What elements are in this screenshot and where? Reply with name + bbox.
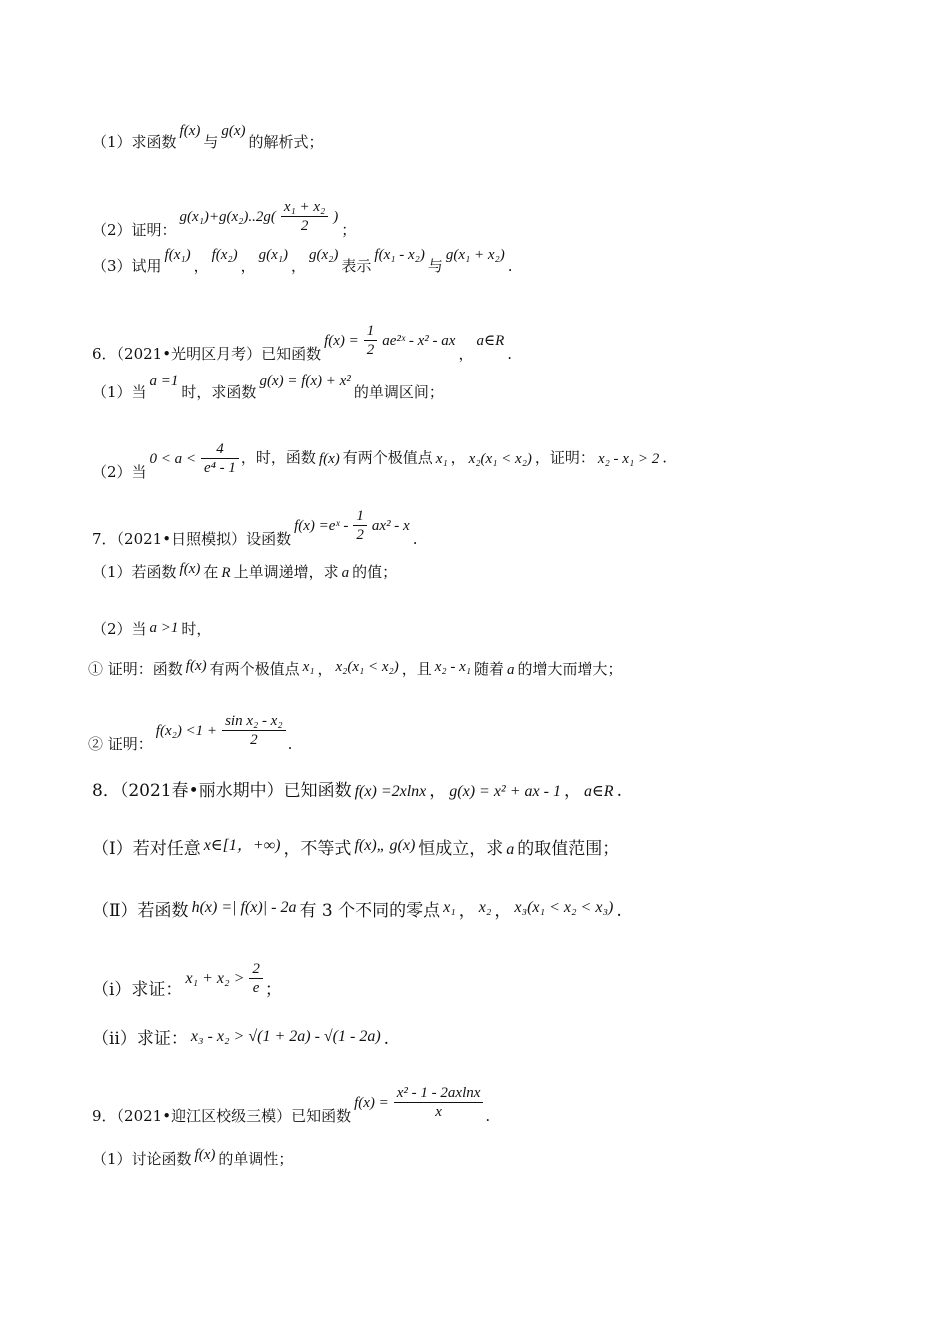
- text: 9．（2021•迎江区校级三模）已知函数: [92, 1106, 352, 1125]
- fraction: [201, 440, 239, 477]
- math-inequality: f(x)„ g(x): [354, 837, 416, 854]
- text: 7．（2021•日照模拟）设函数: [92, 529, 292, 548]
- text: ，不等式: [283, 839, 352, 859]
- question-7-part-1: [92, 561, 397, 584]
- fraction: [281, 198, 328, 235]
- math-fx: f(x) =: [324, 332, 359, 349]
- text: 恒成立，求: [418, 839, 504, 859]
- fraction-numerator: 1: [353, 507, 367, 526]
- question-8-part-1: [92, 838, 619, 861]
- math-condition: a∈R: [583, 783, 614, 800]
- text: .: [485, 1106, 491, 1125]
- text: （ⅱ）求证：: [92, 1029, 188, 1049]
- math-term: f(x₂): [211, 247, 238, 263]
- text: （1）当: [92, 383, 147, 401]
- question-7-stem: [92, 507, 418, 548]
- question-5-part-1: [92, 123, 324, 154]
- text: .: [616, 901, 622, 921]
- math-inequality: x₃ - x₂ > √(1 + 2a) - √(1 - 2a): [190, 1028, 381, 1045]
- math-variable: x₂: [478, 899, 492, 916]
- text: .: [662, 448, 668, 467]
- math-fx: f(x): [185, 658, 207, 674]
- fraction: [394, 1084, 484, 1121]
- text: 的单调区间；: [353, 383, 444, 401]
- text: 在: [203, 563, 219, 581]
- text: 有两个极值点: [209, 660, 300, 678]
- text: 6．（2021•光明区月考）已知函数: [92, 344, 322, 363]
- question-8-item-i: [92, 960, 282, 1000]
- question-7-item-1: [88, 658, 623, 681]
- text: 与: [427, 257, 443, 275]
- text: 随着: [474, 660, 505, 678]
- text: 有两个极值点: [342, 448, 433, 467]
- question-5-part-2: [92, 198, 357, 239]
- math-expression: ax² - x: [371, 517, 410, 534]
- question-8-stem: [92, 780, 622, 803]
- text: 有 3 个不同的零点: [299, 901, 441, 921]
- math-condition: a >1: [149, 620, 179, 636]
- text: .: [383, 1029, 390, 1049]
- question-8-part-2: [92, 900, 622, 923]
- math-term: g(x₂): [309, 247, 339, 263]
- math-variable: x₂(x₁ < x₂): [335, 659, 399, 675]
- fraction-numerator: sin x₂ - x₂: [222, 712, 286, 731]
- math-variable: x₁: [302, 659, 315, 675]
- text: ② 证明：: [88, 734, 153, 753]
- question-6-part-1: [92, 373, 444, 404]
- fraction-denominator: 2: [300, 218, 309, 234]
- text: .: [287, 734, 293, 753]
- text: ，: [291, 257, 307, 275]
- text: （ⅰ）求证：: [92, 980, 183, 1000]
- question-6-part-2: [92, 440, 668, 481]
- text: 8．（2021春•丽水期中）已知函数: [92, 781, 352, 801]
- fraction-numerator: 2: [249, 960, 263, 979]
- math-fx: f(x): [179, 561, 201, 577]
- math-fx: f(x): [318, 450, 340, 467]
- question-7-part-2: [92, 618, 211, 641]
- text: .: [507, 257, 513, 275]
- math-set: R: [221, 565, 231, 581]
- text: （1）讨论函数: [92, 1150, 192, 1168]
- text: ，: [317, 660, 333, 678]
- math-variable: a: [507, 662, 515, 678]
- text: （2）当: [92, 462, 147, 481]
- math-paren: ): [333, 208, 339, 225]
- text: 上单调递增，求: [233, 563, 339, 581]
- fraction-denominator: e⁴ - 1: [204, 460, 236, 476]
- text: ，且: [401, 660, 432, 678]
- text: ，: [563, 781, 581, 801]
- fraction-denominator: 2: [356, 527, 364, 543]
- fraction-denominator: 2: [366, 342, 375, 358]
- text: （3）试用: [92, 257, 162, 275]
- question-8-item-ii: [92, 1028, 389, 1051]
- text: ，: [429, 781, 447, 801]
- text: 的取值范围；: [517, 839, 620, 859]
- text: （Ⅱ）若函数: [92, 901, 189, 921]
- math-gx: g(x) = x² + ax - 1: [449, 783, 561, 800]
- text: ，: [458, 901, 476, 921]
- math-variable: x₃(x₁ < x₂ < x₃): [514, 899, 614, 916]
- text: 表示: [341, 257, 372, 275]
- fraction: [364, 322, 378, 359]
- math-fx: f(x) =eˣ -: [294, 517, 349, 534]
- text: .: [616, 781, 622, 801]
- text: ；: [264, 980, 282, 1000]
- math-variable: a: [341, 565, 350, 581]
- fraction-numerator: 1: [364, 322, 378, 341]
- math-expression: x₂ - x₁: [434, 659, 472, 675]
- math-term: g(x₁ + x₂): [445, 247, 505, 263]
- text: （1）若函数: [92, 563, 177, 581]
- math-function: h(x) =| f(x)| - 2a: [191, 899, 297, 916]
- fraction: [353, 507, 367, 544]
- fraction-numerator: x² - 1 - 2axlnx: [394, 1084, 484, 1103]
- math-expression: ae²ˣ - x² - ax: [382, 332, 456, 349]
- text: ，证明：: [534, 448, 595, 467]
- text: （1）求函数: [92, 133, 177, 151]
- text: ，: [458, 344, 474, 363]
- question-5-part-3: [92, 247, 513, 278]
- math-variable: a: [506, 841, 515, 858]
- fraction-numerator: x₁ + x₂: [281, 198, 328, 217]
- fraction: [249, 960, 263, 997]
- math-expression: g(x₁)+g(x₂)..2g(: [179, 208, 276, 225]
- question-9-stem: [92, 1084, 491, 1125]
- text: 的值；: [352, 563, 398, 581]
- math-inequality: 0 < a <: [149, 450, 197, 467]
- text: 的单调性；: [218, 1150, 294, 1168]
- text: 的解析式；: [248, 133, 324, 151]
- question-9-part-1: [92, 1148, 293, 1171]
- text: ；: [341, 220, 357, 239]
- math-variable: x₂(x₁ < x₂): [468, 450, 532, 467]
- text: ，: [193, 257, 209, 275]
- math-fx: f(x) =: [354, 1094, 389, 1111]
- text: .: [507, 344, 513, 363]
- text: ，: [450, 448, 466, 467]
- math-term: g(x₁): [258, 247, 289, 263]
- text: （Ⅰ）若对任意: [92, 839, 201, 859]
- math-variable: x₁: [435, 450, 448, 467]
- math-expression: g(x) = f(x) + x²: [259, 373, 351, 389]
- math-gx: g(x): [221, 123, 246, 139]
- text: ，时，函数: [240, 448, 316, 467]
- math-inequality: x₁ + x₂ >: [185, 970, 245, 987]
- math-variable: x₁: [443, 899, 456, 916]
- math-term: f(x₁): [164, 247, 191, 263]
- text: （2）证明：: [92, 220, 177, 239]
- math-inequality: x₂ - x₁ > 2: [597, 450, 660, 467]
- math-fx: f(x): [179, 123, 201, 139]
- text: （2）当: [92, 620, 147, 638]
- fraction-numerator: 4: [201, 440, 239, 459]
- text: ，: [494, 901, 512, 921]
- question-7-item-2: [88, 712, 293, 753]
- math-condition: a∈R: [476, 332, 505, 349]
- math-fx: f(x): [194, 1147, 216, 1163]
- text: 与: [203, 133, 219, 151]
- fraction: [222, 712, 286, 749]
- math-term: f(x₁ - x₂): [374, 247, 425, 263]
- question-6-stem: [92, 322, 513, 363]
- math-fx: f(x) =2xlnx: [354, 783, 427, 800]
- math-condition: a =1: [149, 373, 179, 389]
- text: .: [412, 529, 418, 548]
- math-domain: x∈[1，+∞): [203, 837, 281, 854]
- fraction-denominator: e: [252, 980, 260, 996]
- text: 时，: [181, 620, 212, 638]
- text: 的增大而增大；: [517, 660, 623, 678]
- fraction-denominator: 2: [250, 732, 258, 748]
- text: ，: [240, 257, 256, 275]
- text: 时，求函数: [181, 383, 257, 401]
- math-inequality: f(x₂) <1 +: [155, 722, 218, 739]
- text: ① 证明：函数: [88, 660, 183, 678]
- fraction-denominator: x: [435, 1104, 442, 1120]
